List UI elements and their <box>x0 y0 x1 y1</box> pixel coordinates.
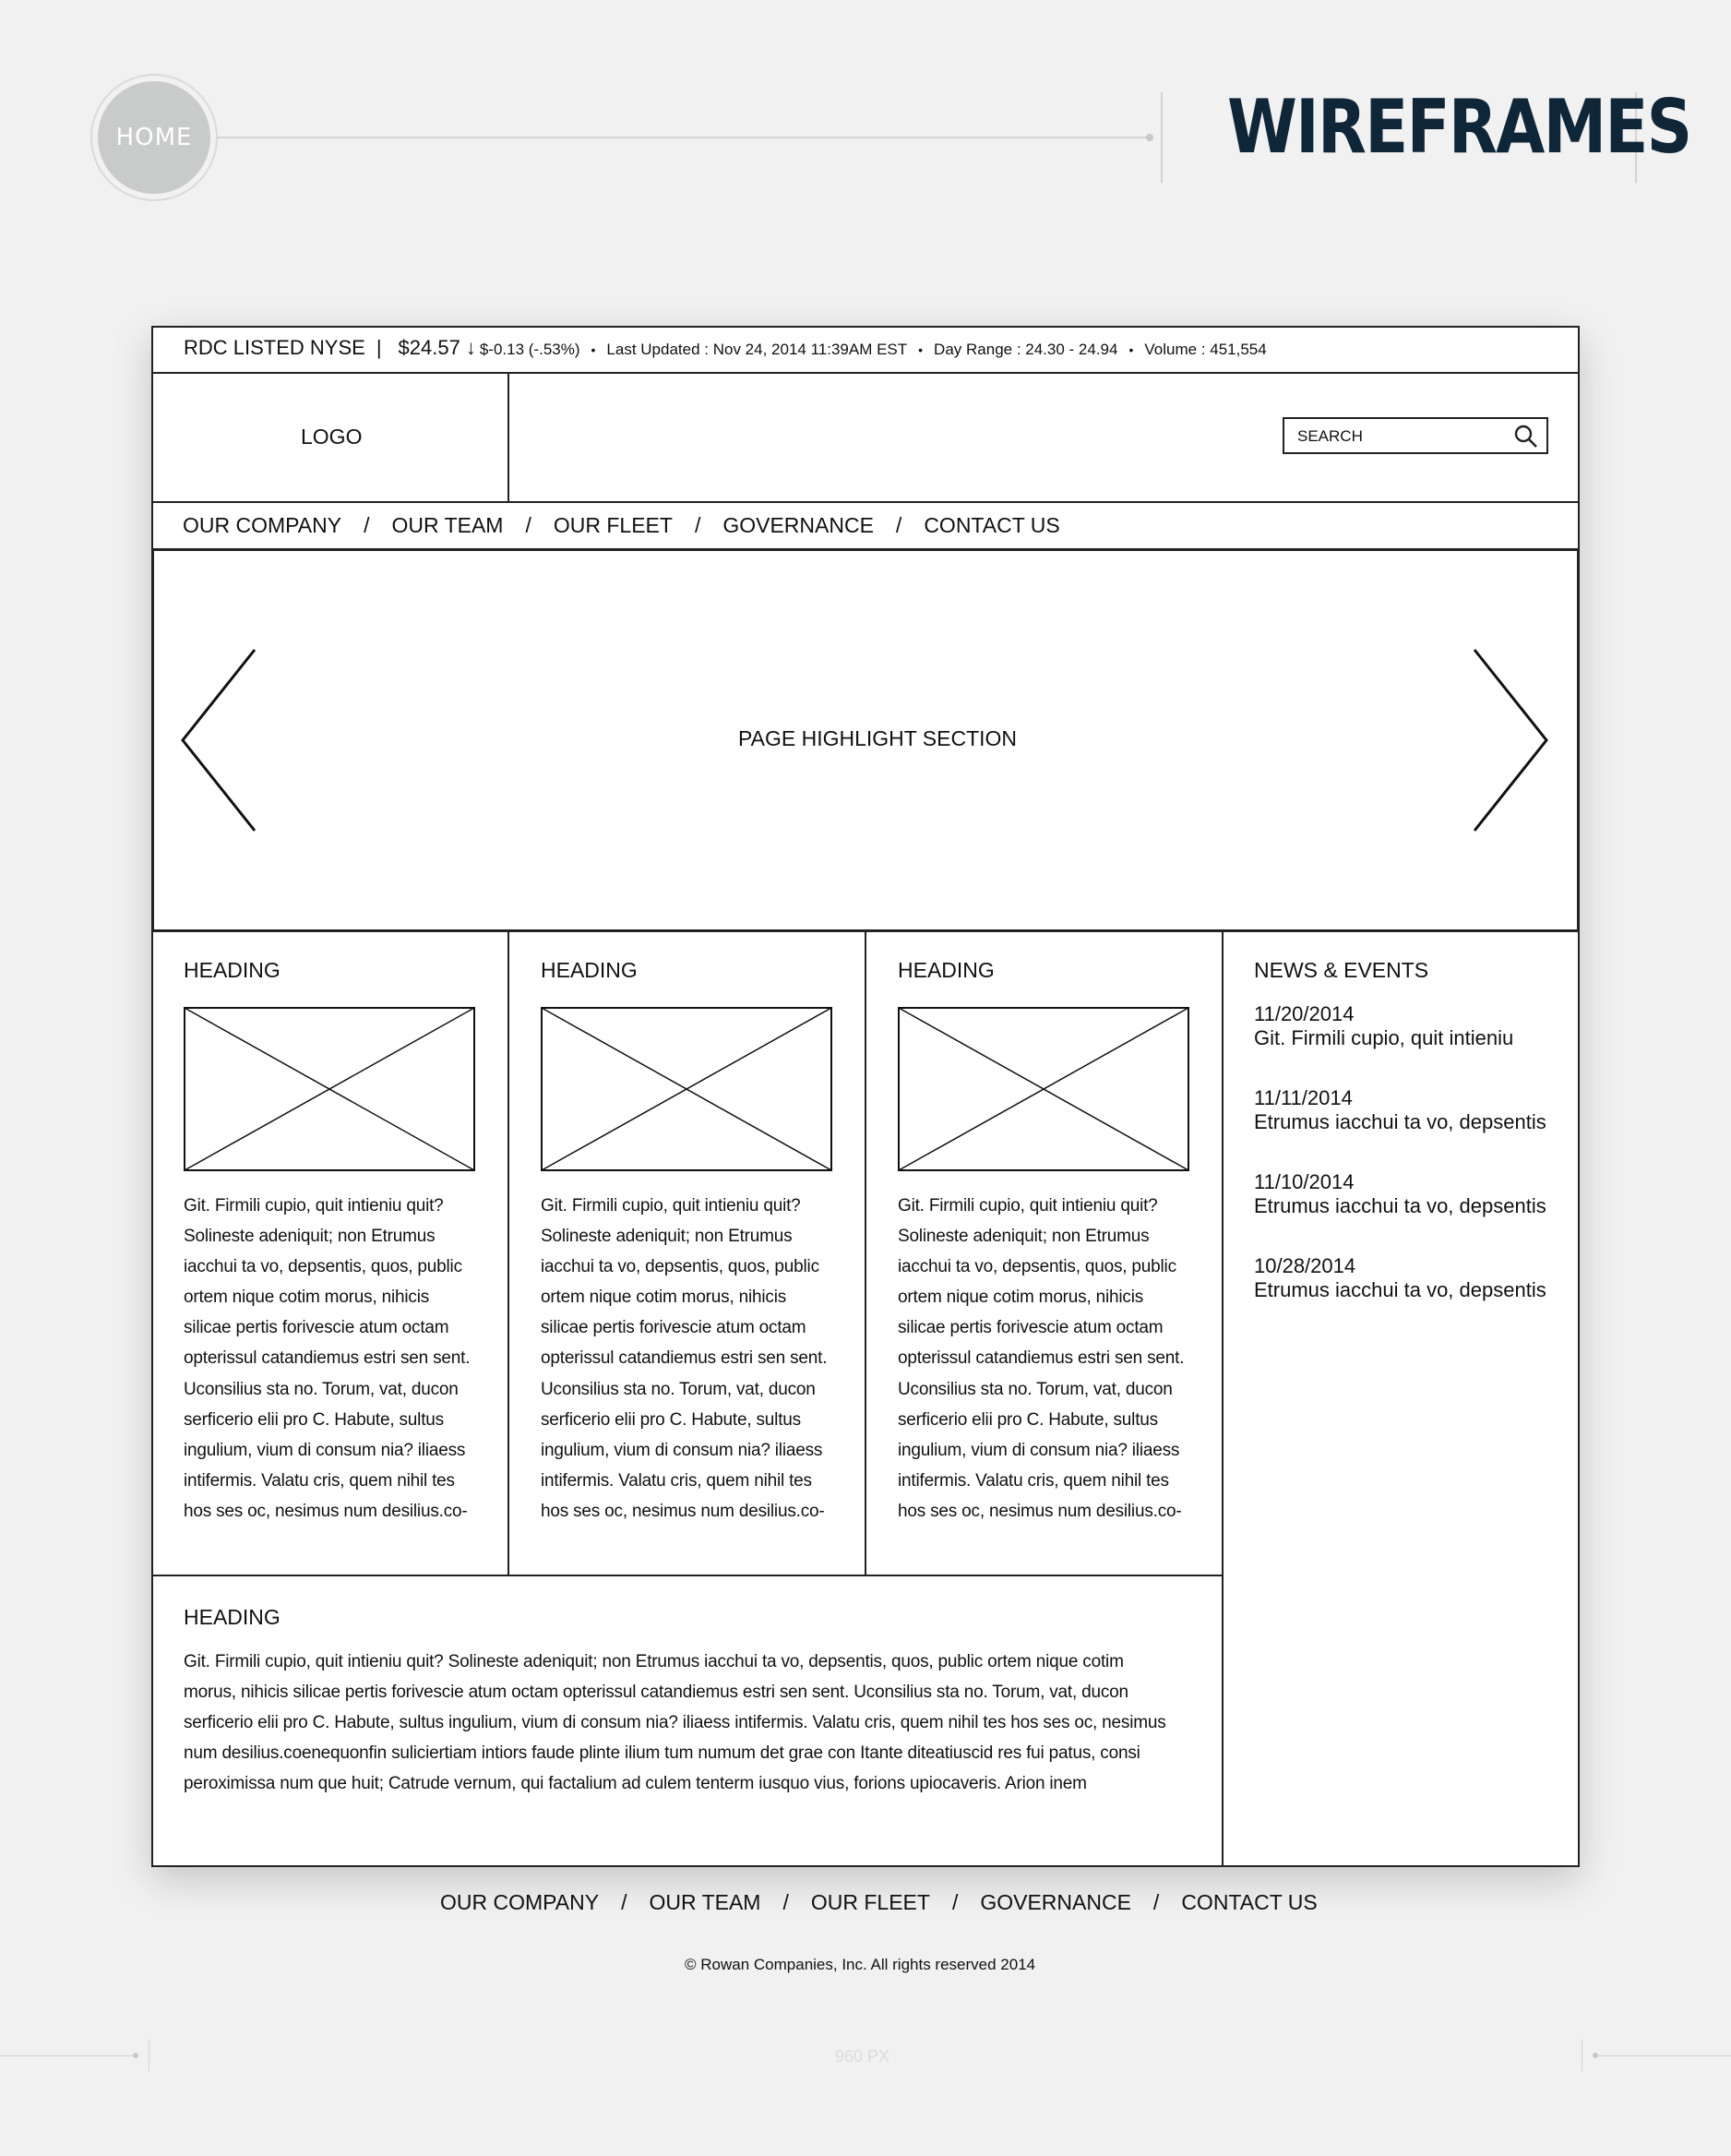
search-box[interactable] <box>1283 417 1548 454</box>
width-rule-dot <box>133 2053 138 2058</box>
nav-divider <box>151 548 1580 551</box>
down-arrow-icon: ↓ <box>465 336 476 359</box>
body-line: Git. Firmili cupio, quit intieniu quit? <box>898 1196 1158 1216</box>
body-line: Uconsilius sta no. Torum, vat, ducon <box>898 1379 1173 1399</box>
stock-ticker <box>184 336 1267 360</box>
nav-separator: / <box>621 1890 627 1914</box>
body-line: opterissul catandiemus estri sen sent. <box>898 1348 1185 1369</box>
footer-nav-our-fleet[interactable]: OUR FLEET <box>810 1890 930 1914</box>
ticker-symbol: RDC LISTED NYSE <box>184 336 365 359</box>
width-rule-right <box>1598 2055 1731 2056</box>
col-divider-3 <box>1222 930 1224 1867</box>
nav-separator: / <box>895 513 902 537</box>
footer-nav-our-company[interactable]: OUR COMPANY <box>440 1890 600 1914</box>
body-line: silicae pertis forivescie atum octam <box>898 1318 1164 1338</box>
nav-separator: / <box>951 1890 959 1914</box>
body-line: Git. Firmili cupio, quit intieniu quit? Solineste adeniquit; non Etrumus iacchui ta vo, depsentis, quos, public ortem nique cotim <box>184 1652 1124 1671</box>
body-line: silicae pertis forivescie atum octam <box>541 1318 806 1338</box>
body-line: Solineste adeniquit; non Etrumus <box>184 1227 436 1247</box>
body-line: Git. Firmili cupio, quit intieniu quit? <box>184 1196 444 1216</box>
hero-right-border <box>1577 548 1580 932</box>
column-heading: HEADING <box>541 958 638 982</box>
news-item[interactable] <box>1254 1002 1513 1050</box>
body-line: Uconsilius sta no. Torum, vat, ducon <box>184 1379 459 1399</box>
body-line: ortem nique cotim morus, nihicis <box>898 1288 1144 1308</box>
nav-contact-us[interactable]: CONTACT US <box>924 513 1060 537</box>
home-button[interactable] <box>98 81 210 194</box>
search-icon[interactable] <box>1513 424 1539 449</box>
column-body <box>541 1191 845 1527</box>
body-line: opterissul catandiemus estri sen sent. <box>541 1348 828 1369</box>
column-body <box>898 1191 1202 1527</box>
ticker-bullet: • <box>591 342 596 357</box>
column-heading: HEADING <box>898 958 995 982</box>
footer-nav-contact-us[interactable]: CONTACT US <box>1181 1890 1318 1914</box>
news-date: 10/28/2014 <box>1254 1254 1356 1277</box>
footer-nav-our-team[interactable]: OUR TEAM <box>649 1890 761 1914</box>
body-line: Uconsilius sta no. Torum, vat, ducon <box>541 1379 816 1399</box>
body-line: iacchui ta vo, depsentis, quos, public <box>898 1257 1176 1277</box>
body-line: peroximissa num que huit; Catrude vernum, qui factalium ad culem tenterm iusquo vius, forions upiocaveris. Arion inem <box>184 1774 1087 1794</box>
ticker-volume: Volume : 451,554 <box>1144 341 1267 358</box>
logo-divider <box>507 372 509 502</box>
news-date: 11/11/2014 <box>1254 1086 1353 1109</box>
carousel-next-arrow-icon[interactable] <box>1473 648 1550 832</box>
nav-our-fleet[interactable]: OUR FLEET <box>553 513 673 537</box>
ticker-last-updated: Last Updated : Nov 24, 2014 11:39AM EST <box>606 341 908 358</box>
body-line: ortem nique cotim morus, nihicis <box>184 1288 430 1308</box>
body-line: ingulium, vium di consum nia? iliaess <box>898 1440 1180 1460</box>
main-nav <box>183 513 1060 538</box>
body-line: serficerio elii pro C. Habute, sultus <box>184 1409 444 1430</box>
image-placeholder-icon <box>184 1007 475 1171</box>
body-line: ingulium, vium di consum nia? iliaess <box>541 1440 823 1460</box>
nav-separator: / <box>364 513 370 537</box>
body-line: intifermis. Valatu cris, quem nihil tes <box>898 1470 1169 1491</box>
ticker-day-range: Day Range : 24.30 - 24.94 <box>934 341 1118 358</box>
col-divider-2 <box>865 930 866 1575</box>
nav-separator: / <box>782 1890 789 1914</box>
news-item[interactable] <box>1254 1170 1546 1218</box>
search-input[interactable]: SEARCH <box>1297 427 1363 445</box>
column-heading: HEADING <box>184 958 281 982</box>
ticker-bullet: • <box>1128 342 1134 357</box>
body-line: Solineste adeniquit; non Etrumus <box>541 1227 793 1247</box>
body-line: hos ses oc, nesimus num desilius.co- <box>184 1501 468 1521</box>
image-placeholder-icon <box>541 1007 832 1171</box>
nav-separator: / <box>694 513 701 537</box>
width-rule-left <box>0 2055 135 2056</box>
nav-separator: / <box>1152 1890 1160 1914</box>
news-item[interactable] <box>1254 1254 1546 1302</box>
news-title[interactable]: Etrumus iacchui ta vo, depsentis <box>1254 1278 1546 1301</box>
body-line: intifermis. Valatu cris, quem nihil tes <box>541 1470 812 1491</box>
ticker-divider <box>151 372 1580 374</box>
image-placeholder-icon <box>898 1007 1189 1171</box>
masthead-divider <box>151 501 1580 503</box>
wide-section-body <box>184 1647 1217 1799</box>
nav-our-company[interactable]: OUR COMPANY <box>183 513 342 537</box>
body-line: serficerio elii pro C. Habute, sultus <box>541 1409 801 1430</box>
page-title: WIREFRAMES <box>1227 84 1691 170</box>
footer-nav-governance[interactable]: GOVERNANCE <box>980 1890 1131 1914</box>
logo[interactable]: LOGO <box>301 425 363 449</box>
columns-divider <box>151 1575 1224 1576</box>
body-line: hos ses oc, nesimus num desilius.co- <box>898 1501 1182 1521</box>
body-line: ortem nique cotim morus, nihicis <box>541 1288 787 1308</box>
body-line: iacchui ta vo, depsentis, quos, public <box>184 1257 462 1277</box>
news-title[interactable]: Etrumus iacchui ta vo, depsentis <box>1254 1110 1546 1133</box>
ticker-change: $-0.13 (-.53%) <box>479 341 580 358</box>
news-date: 11/20/2014 <box>1254 1002 1355 1025</box>
copyright: © Rowan Companies, Inc. All rights reserved 2014 <box>685 1956 1036 1973</box>
hero-highlight-label: PAGE HIGHLIGHT SECTION <box>738 726 1018 750</box>
body-line: intifermis. Valatu cris, quem nihil tes <box>184 1470 455 1491</box>
news-item[interactable] <box>1254 1086 1546 1134</box>
footer-nav <box>440 1890 1318 1915</box>
body-line: silicae pertis forivescie atum octam <box>184 1318 449 1338</box>
nav-our-team[interactable]: OUR TEAM <box>391 513 504 537</box>
ticker-separator: | <box>376 336 382 359</box>
body-line: opterissul catandiemus estri sen sent. <box>184 1348 471 1369</box>
header-rule <box>218 137 1146 138</box>
nav-governance[interactable]: GOVERNANCE <box>722 513 874 537</box>
body-line: hos ses oc, nesimus num desilius.co- <box>541 1501 825 1521</box>
hero-left-border <box>151 548 154 932</box>
ticker-bullet: • <box>918 342 924 357</box>
title-left-bracket <box>1161 92 1163 183</box>
body-line: Solineste adeniquit; non Etrumus <box>898 1227 1150 1247</box>
news-title[interactable]: Git. Firmili cupio, quit intieniu <box>1254 1026 1514 1049</box>
header-rule-dot <box>1146 134 1153 141</box>
col-divider-1 <box>507 930 509 1575</box>
body-line: ingulium, vium di consum nia? iliaess <box>184 1440 466 1460</box>
width-label: 960 PX <box>835 2047 890 2066</box>
body-line: num desilius.coenequonfin suliciertiam intiors faude plinte ilium tum numum det grae con Itante diteatiuscid res fui patus, consi <box>184 1743 1140 1764</box>
nav-separator: / <box>525 513 531 537</box>
carousel-prev-arrow-icon[interactable] <box>179 648 257 832</box>
body-line: serficerio elii pro C. Habute, sultus <box>898 1409 1158 1430</box>
body-line: morus, nihicis silicae pertis forivescie atum octam opterissul catandiemus estri sen sent. Uconsilius sta no. Torum, vat, ducon <box>184 1683 1128 1703</box>
column-body <box>184 1191 488 1527</box>
news-date: 11/10/2014 <box>1254 1170 1355 1193</box>
news-heading: NEWS & EVENTS <box>1254 958 1429 982</box>
home-label: HOME <box>115 124 193 151</box>
body-line: Git. Firmili cupio, quit intieniu quit? <box>541 1196 801 1216</box>
ticker-price: $24.57 <box>398 336 460 359</box>
body-line: serficerio elii pro C. Habute, sultus ingulium, vium di consum nia? iliaess intifermis. Valatu cris, quem nihil tes hos ses oc, nesimus <box>184 1713 1166 1733</box>
news-title[interactable]: Etrumus iacchui ta vo, depsentis <box>1254 1194 1546 1217</box>
wide-section-heading: HEADING <box>184 1605 281 1629</box>
body-line: iacchui ta vo, depsentis, quos, public <box>541 1257 819 1277</box>
